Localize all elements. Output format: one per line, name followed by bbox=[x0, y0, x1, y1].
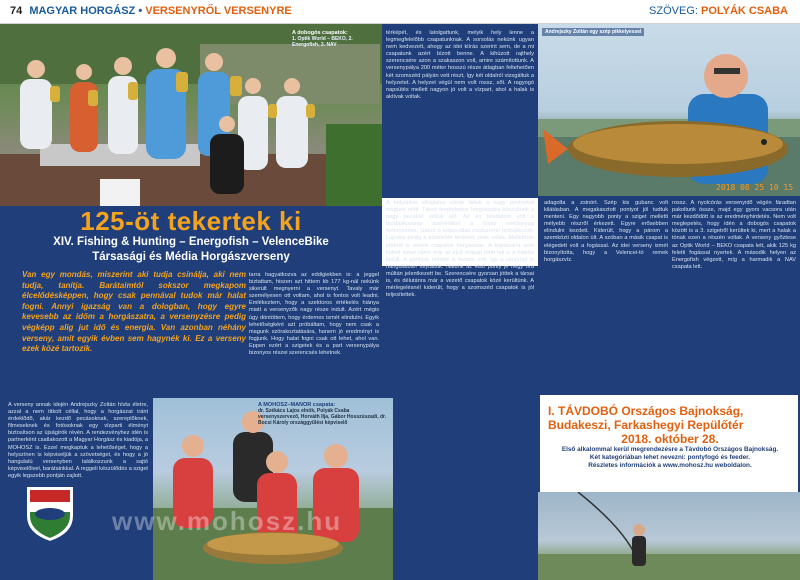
podium-photo bbox=[0, 24, 382, 206]
article-column-4: A helyünket elfoglalva szinte láttuk a nagy pontyokat magunk előtt. Távoli feederbotos horgászatra készültünk a nagy pecákat vettük elő. Az én feladatom volt a bordáskosaras szerelékkel a bójás etetőanyag betervezése, Gábor a tollasvállas módszerrel próbálkozott. Lajoska pedig a közelebbi területet vette célba. Mellettünk jobbról is remek csapatok horgásztak. A kapásokra sem kellett sokat várni: már az első órában több hal is a hálóba került. A pontyok mérete is biztató volt, így a versenyt jó hangulatban folytattuk. Nálunk az első ponty je négy óra múltán jelentkezett be. Szerencsére gyorsan jöttek a társai is, és délutánra már a vezető csapatok közé kerültünk. A mérlegelésnél kiderült, hogy a szomszéd csapatok is jól teljesítettek. bbox=[386, 200, 534, 299]
promo-title-line-2: Budakeszi, Farkashegyi Repülőtér bbox=[548, 418, 744, 432]
podium-scene bbox=[0, 24, 382, 206]
magazine-name: MAGYAR HORGÁSZ bbox=[29, 5, 136, 17]
article-subtitle-2: Társasági és Média Horgászverseny bbox=[92, 251, 290, 263]
author-name: POLYÁK CSABA bbox=[701, 5, 788, 17]
article-column-3: térképét, és latolgattunk, melyik hely lenne a legmegfelelőbb csapatunknak. A sorsolás nekünk ugyan nem kedvezett, ahogy az idei kiírás szerint sem, de a mi csapatunk azért bízott benne. A kihúzott rajthely szerencsére azon a szakaszon volt, amire számítottunk. A versenypálya 200 méter hosszú része átlagban feltehetően két szomszéd pályán vett részt, így két oldalról vizsgáltuk a helyzetet. A helyzet végül nem volt rossz, sőt. A ragyogó napsütés mellett nagyon jó volt a vízpart, ahol a halak is aktívak voltak. bbox=[386, 30, 534, 100]
carp-photo bbox=[538, 24, 800, 196]
article-lead: Van egy mondás, miszerint aki tudja csinálja, aki nem tudja, tanítja. Barátaimtól sokszor megkapom élcelődésképpen, hogy csak pennával tudok már halat fogni. Annyi igazság van a dologban, hogy egyre kevesebb az időm a horgászatra, a versenyzésre pedig végképp alig jut idő és energia. Van azonban néhány verseny, amit egyik évben sem hagynék ki. Ez a verseny ezek közé tartozik. bbox=[22, 270, 246, 354]
promo-body bbox=[548, 446, 792, 470]
article-column-2-text: A verseny annak idején Andrejszky Zoltán hívta életre, azzal a nem titkolt céllal, hogy a horgászat iránt érdeklődő, akár kezdő pecásoknak, szereplőknek, filmeseknek és fotósoknak egy vízparti élményt biztosítson az újságírók révén. A rendezvényhez idén is partnerként csatlakozott a Magyar Horgász és kiadója, a MOHOSZ is. Ezzel megkaptuk a lehetőséget, hogy a helyszínen is képviseljük a szövetséget, és hogy a jó hangulatú versenyben találkozzunk a sajtó képviselőivel, barátainkkal. A reggeli készülődés a sziget egyik legszebb pontján zajlott. bbox=[8, 402, 148, 479]
podium-caption-text: 1. Optik World – BEKO, 2. Energofish, 3. NAV bbox=[292, 36, 353, 48]
promo-title bbox=[548, 404, 792, 446]
header-left bbox=[10, 5, 292, 17]
page-number: 74 bbox=[10, 5, 23, 17]
carp-caption: Andrejszky Zoltán egy szép pikkelyessel bbox=[542, 28, 644, 36]
carp-scene bbox=[538, 24, 800, 196]
watermark: www.mohosz.hu bbox=[112, 506, 343, 536]
promo-body-line-3: Részletes információk a www.mohosz.hu weboldalon. bbox=[588, 462, 752, 469]
team-caption-title: A MOHOSZ–MANOR csapata: bbox=[258, 402, 336, 408]
article-column-5: adagolta a zsinórt. Szép kis gubanc volt kilátásban. A megakasztott pontyot jól tudtuk menteni. Egy nagyobb ponty a sziget melletti mélyebb részről érkezett. Egyre erősebben elindulni kezdett. Kiderült, hogy a párom a szemközti oldalon ült. A szóban a másik csapat is elégedett volt a fogással. Az idei verseny ismét bizonyította, hogy a Velencei-tó remek horgászvíz. bbox=[544, 200, 668, 263]
article-title: 125-öt tekertek ki bbox=[80, 206, 302, 236]
team-caption bbox=[258, 402, 388, 426]
page-header bbox=[0, 0, 800, 24]
article-subtitle-1: XIV. Fishing & Hunting – Energofish – VelenceBike bbox=[53, 236, 329, 248]
promo-body-line-2: Két kategóriában lehet nevezni: pontyfogó és feeder. bbox=[589, 454, 751, 461]
caster-photo bbox=[538, 492, 800, 580]
article-column-6: rossz. A nyolcórás versenyidő végén fáradtan pakoltunk össze, majd egy gyors vacsora után már kezdődött is az eredményhirdetés. Nem volt meglepetés, hogy idén a dobogós csapatok között is a 3. szigetről kerültek ki, mert a halak a tónak ezen a részén voltak. A verseny győztese az Optik World – BEKO csapata lett, akik 125 kg feletti fogással nyertek. A második helyen az Energofish végzett, míg a harmadik a NAV csapata lett. bbox=[672, 200, 796, 270]
promo-body-line-1: Első alkalommal kerül megrendezésre a Távdobó Országos Bajnokság. bbox=[561, 446, 779, 453]
podium-caption bbox=[292, 30, 380, 48]
mohosz-shield-logo bbox=[22, 482, 78, 544]
promo-title-line-1: I. TÁVDOBÓ Országos Bajnokság, bbox=[548, 404, 744, 418]
caster-scene bbox=[538, 492, 800, 580]
podium-caption-title: A dobogós csapatok: bbox=[292, 30, 348, 36]
promo-title-line-3: 2018. október 28. bbox=[621, 432, 719, 446]
article-column-1: tarra hagyatkozva az eddigiekben is: a jeggel biztattam, hiszen azt hittem kb 177 kg-nál nekünk sikerült megnyerni a versenyt. Tavaly már személyesen ott voltam, ahol is fontos volt leadni. Emlékeztem, hogy a szektoros értékelés hiánya miatt a versenyzők nagy része indult. Azért mégis úgy döntöttem, hogy érdemes ismét elindulni. Egyik lehetőségként azt próbáltam, hogy nem csak a magunk szórakoztatására, hanem jó eredményt is fogjunk. Hogy halat fogni csak ott lehet, ahol van. Eppen ezért a szigetek és a part versenypálya bizonyos részei szerencsés lehetnek. bbox=[249, 272, 379, 357]
section-name: VERSENYRŐL VERSENYRE bbox=[145, 5, 292, 17]
header-separator: • bbox=[138, 5, 143, 17]
team-caption-text: dr. Székács Lajos elnök, Polyák Csaba versenyszervező, Horváth Ilja, Gábor Hosszúszadi, dr. Bocsi Károly országgyűlési képviselő bbox=[258, 408, 387, 426]
photo-timestamp: 2018 08 25 10 15 bbox=[716, 183, 794, 192]
byline-label: SZÖVEG: bbox=[649, 5, 698, 17]
header-byline bbox=[649, 5, 788, 17]
